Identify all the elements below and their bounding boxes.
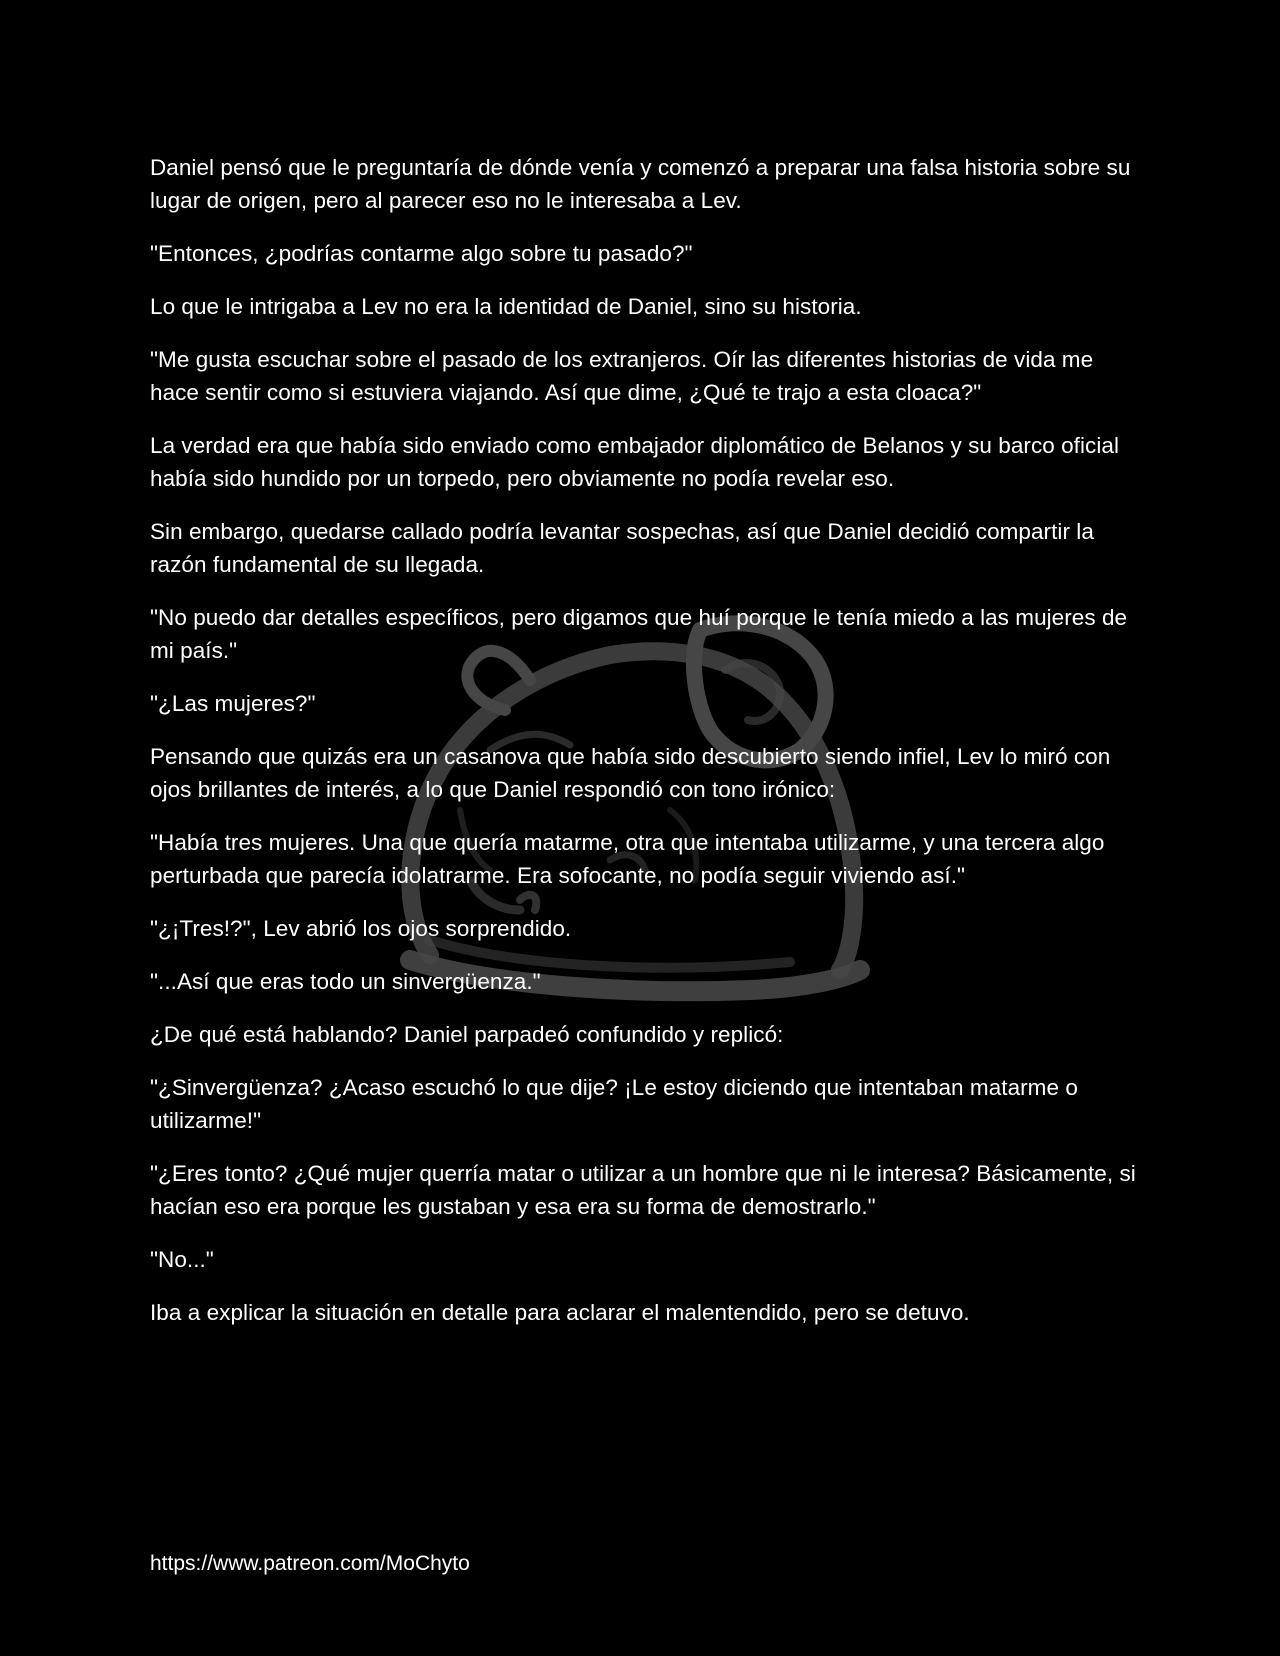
paragraph: Lo que le intrigaba a Lev no era la identidad de Daniel, sino su historia.	[150, 294, 862, 319]
paragraph: "Me gusta escuchar sobre el pasado de los extranjeros. Oír las diferentes historias de vida me hace sentir como si estuviera viajando. Así que dime, ¿Qué te trajo a esta cloaca?"	[150, 347, 1094, 405]
paragraph: "¿Eres tonto? ¿Qué mujer querría matar o utilizar a un hombre que ni le interesa? Básicamente, si hacían eso era porque les gustaban y esa era su forma de demostrarlo."	[150, 1161, 1136, 1219]
paragraph: "Había tres mujeres. Una que quería matarme, otra que intentaba utilizarme, y una tercera algo perturbada que parecía idolatrarme. Era sofocante, no podía seguir viviendo así."	[150, 830, 1105, 888]
paragraph: Pensando que quizás era un casanova que había sido descubierto siendo infiel, Lev lo miró con ojos brillantes de interés, a lo que Daniel respondió con tono irónico:	[150, 744, 1111, 802]
paragraph: Iba a explicar la situación en detalle para aclarar el malentendido, pero se detuvo.	[150, 1300, 970, 1325]
paragraph: La verdad era que había sido enviado como embajador diplomático de Belanos y su barco oficial había sido hundido por un torpedo, pero obviamente no podía revelar eso.	[150, 433, 1119, 491]
paragraph: "Entonces, ¿podrías contarme algo sobre tu pasado?"	[150, 241, 693, 266]
patreon-link[interactable]: https://www.patreon.com/MoChyto	[150, 1552, 470, 1575]
chapter-text	[150, 151, 1140, 1349]
paragraph: "¿Las mujeres?"	[150, 691, 316, 716]
paragraph: Daniel pensó que le preguntaría de dónde venía y comenzó a preparar una falsa historia sobre su lugar de origen, pero al parecer eso no le interesaba a Lev.	[150, 155, 1131, 213]
paragraph: ¿De qué está hablando? Daniel parpadeó confundido y replicó:	[150, 1022, 784, 1047]
paragraph: "...Así que eras todo un sinvergüenza."	[150, 969, 541, 994]
paragraph: "No..."	[150, 1247, 214, 1272]
paragraph: Sin embargo, quedarse callado podría levantar sospechas, así que Daniel decidió compartir la razón fundamental de su llegada.	[150, 519, 1094, 577]
paragraph: "¿¡Tres!?", Lev abrió los ojos sorprendido.	[150, 916, 572, 941]
paragraph: "No puedo dar detalles específicos, pero digamos que huí porque le tenía miedo a las mujeres de mi país."	[150, 605, 1128, 663]
paragraph: "¿Sinvergüenza? ¿Acaso escuchó lo que dije? ¡Le estoy diciendo que intentaban matarme o utilizarme!"	[150, 1075, 1078, 1133]
